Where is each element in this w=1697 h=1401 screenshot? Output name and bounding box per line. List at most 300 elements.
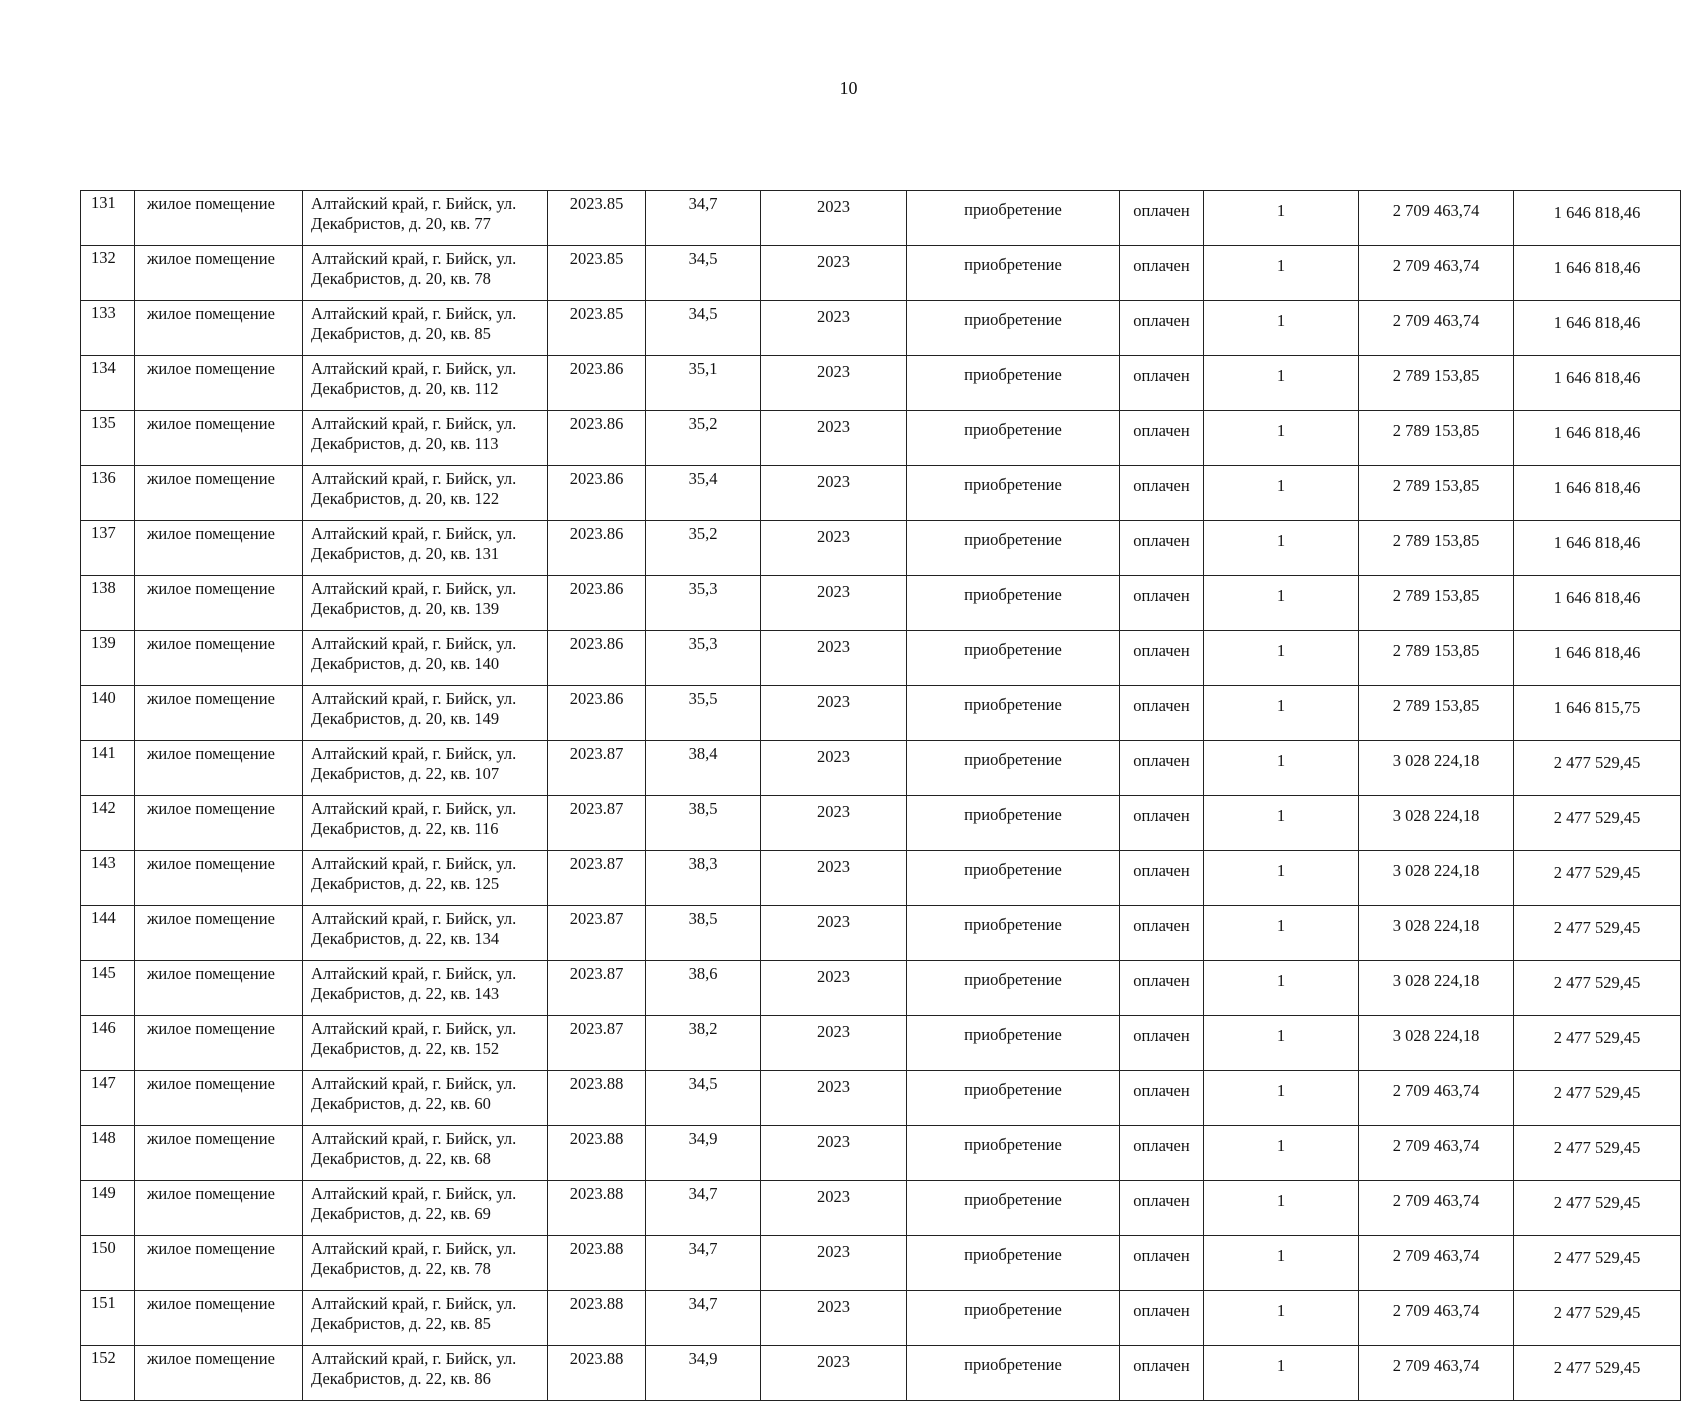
- address-line-2: Декабристов, д. 22, кв. 107: [311, 764, 500, 783]
- paid-value: 2 477 529,45: [1514, 741, 1681, 796]
- acquisition-method: приобретение: [907, 246, 1120, 301]
- acquisition-method: приобретение: [907, 356, 1120, 411]
- address-line-2: Декабристов, д. 20, кв. 85: [311, 324, 491, 343]
- program-code: 2023.87: [548, 851, 646, 906]
- program-code: 2023.86: [548, 356, 646, 411]
- unit-count: 1: [1204, 631, 1359, 686]
- address-line-2: Декабристов, д. 20, кв. 77: [311, 214, 491, 233]
- area-value: 35,5: [646, 686, 761, 741]
- premises-type: жилое помещение: [135, 1126, 303, 1181]
- table-row: [81, 521, 1681, 576]
- year-value: 2023: [761, 301, 907, 356]
- acquisition-method: приобретение: [907, 686, 1120, 741]
- address-line-2: Декабристов, д. 20, кв. 149: [311, 709, 500, 728]
- program-code: 2023.86: [548, 631, 646, 686]
- address-cell: [303, 521, 548, 576]
- address-cell: [303, 1236, 548, 1291]
- area-value: 34,9: [646, 1126, 761, 1181]
- paid-value: 2 477 529,45: [1514, 1016, 1681, 1071]
- cost-value: 2 709 463,74: [1359, 1126, 1514, 1181]
- row-number: 147: [81, 1071, 135, 1126]
- address-line-2: Декабристов, д. 22, кв. 85: [311, 1314, 491, 1333]
- year-value: 2023: [761, 191, 907, 246]
- unit-count: 1: [1204, 191, 1359, 246]
- address-line-1: Алтайский край, г. Бийск, ул.: [311, 1349, 517, 1368]
- acquisition-method: приобретение: [907, 1346, 1120, 1401]
- program-code: 2023.88: [548, 1346, 646, 1401]
- address-line-1: Алтайский край, г. Бийск, ул.: [311, 744, 517, 763]
- address-line-1: Алтайский край, г. Бийск, ул.: [311, 854, 517, 873]
- program-code: 2023.85: [548, 191, 646, 246]
- address-line-1: Алтайский край, г. Бийск, ул.: [311, 579, 517, 598]
- premises-type: жилое помещение: [135, 301, 303, 356]
- cost-value: 2 789 153,85: [1359, 521, 1514, 576]
- premises-type: жилое помещение: [135, 851, 303, 906]
- payment-status: оплачен: [1120, 1346, 1204, 1401]
- address-line-1: Алтайский край, г. Бийск, ул.: [311, 524, 517, 543]
- acquisition-method: приобретение: [907, 851, 1120, 906]
- paid-value: 1 646 818,46: [1514, 411, 1681, 466]
- program-code: 2023.86: [548, 576, 646, 631]
- unit-count: 1: [1204, 796, 1359, 851]
- table-row: [81, 851, 1681, 906]
- table-row: [81, 686, 1681, 741]
- cost-value: 2 709 463,74: [1359, 246, 1514, 301]
- row-number: 133: [81, 301, 135, 356]
- paid-value: 1 646 818,46: [1514, 521, 1681, 576]
- paid-value: 1 646 818,46: [1514, 246, 1681, 301]
- cost-value: 2 709 463,74: [1359, 1071, 1514, 1126]
- area-value: 38,3: [646, 851, 761, 906]
- paid-value: 2 477 529,45: [1514, 1346, 1681, 1401]
- unit-count: 1: [1204, 961, 1359, 1016]
- year-value: 2023: [761, 521, 907, 576]
- paid-value: 2 477 529,45: [1514, 906, 1681, 961]
- paid-value: 2 477 529,45: [1514, 961, 1681, 1016]
- program-code: 2023.86: [548, 411, 646, 466]
- unit-count: 1: [1204, 411, 1359, 466]
- area-value: 34,7: [646, 1291, 761, 1346]
- year-value: 2023: [761, 576, 907, 631]
- premises-type: жилое помещение: [135, 466, 303, 521]
- unit-count: 1: [1204, 356, 1359, 411]
- address-line-2: Декабристов, д. 20, кв. 122: [311, 489, 500, 508]
- payment-status: оплачен: [1120, 796, 1204, 851]
- payment-status: оплачен: [1120, 356, 1204, 411]
- table-row: [81, 631, 1681, 686]
- area-value: 38,4: [646, 741, 761, 796]
- paid-value: 2 477 529,45: [1514, 796, 1681, 851]
- address-line-2: Декабристов, д. 20, кв. 139: [311, 599, 500, 618]
- program-code: 2023.87: [548, 961, 646, 1016]
- table-row: [81, 246, 1681, 301]
- premises-type: жилое помещение: [135, 1236, 303, 1291]
- year-value: 2023: [761, 851, 907, 906]
- housing-registry-table: [80, 190, 1681, 1401]
- address-line-1: Алтайский край, г. Бийск, ул.: [311, 249, 517, 268]
- address-line-2: Декабристов, д. 20, кв. 131: [311, 544, 500, 563]
- table-row: [81, 1016, 1681, 1071]
- cost-value: 2 789 153,85: [1359, 686, 1514, 741]
- address-cell: [303, 631, 548, 686]
- unit-count: 1: [1204, 1016, 1359, 1071]
- acquisition-method: приобретение: [907, 796, 1120, 851]
- address-line-1: Алтайский край, г. Бийск, ул.: [311, 799, 517, 818]
- acquisition-method: приобретение: [907, 466, 1120, 521]
- paid-value: 2 477 529,45: [1514, 1291, 1681, 1346]
- address-cell: [303, 1181, 548, 1236]
- address-cell: [303, 1346, 548, 1401]
- row-number: 150: [81, 1236, 135, 1291]
- premises-type: жилое помещение: [135, 356, 303, 411]
- year-value: 2023: [761, 796, 907, 851]
- cost-value: 3 028 224,18: [1359, 1016, 1514, 1071]
- address-line-2: Декабристов, д. 22, кв. 125: [311, 874, 500, 893]
- program-code: 2023.87: [548, 796, 646, 851]
- table-row: [81, 906, 1681, 961]
- address-line-1: Алтайский край, г. Бийск, ул.: [311, 689, 517, 708]
- area-value: 38,2: [646, 1016, 761, 1071]
- table-row: [81, 1071, 1681, 1126]
- payment-status: оплачен: [1120, 1016, 1204, 1071]
- cost-value: 2 709 463,74: [1359, 1236, 1514, 1291]
- cost-value: 3 028 224,18: [1359, 851, 1514, 906]
- area-value: 35,4: [646, 466, 761, 521]
- unit-count: 1: [1204, 741, 1359, 796]
- address-line-1: Алтайский край, г. Бийск, ул.: [311, 634, 517, 653]
- payment-status: оплачен: [1120, 521, 1204, 576]
- address-line-1: Алтайский край, г. Бийск, ул.: [311, 1019, 517, 1038]
- address-line-1: Алтайский край, г. Бийск, ул.: [311, 964, 517, 983]
- address-cell: [303, 411, 548, 466]
- unit-count: 1: [1204, 1346, 1359, 1401]
- acquisition-method: приобретение: [907, 631, 1120, 686]
- address-line-2: Декабристов, д. 20, кв. 140: [311, 654, 500, 673]
- premises-type: жилое помещение: [135, 961, 303, 1016]
- premises-type: жилое помещение: [135, 741, 303, 796]
- area-value: 34,7: [646, 1181, 761, 1236]
- cost-value: 3 028 224,18: [1359, 906, 1514, 961]
- year-value: 2023: [761, 1016, 907, 1071]
- address-cell: [303, 686, 548, 741]
- row-number: 138: [81, 576, 135, 631]
- row-number: 142: [81, 796, 135, 851]
- table-row: [81, 1126, 1681, 1181]
- payment-status: оплачен: [1120, 631, 1204, 686]
- table-row: [81, 741, 1681, 796]
- paid-value: 2 477 529,45: [1514, 1126, 1681, 1181]
- payment-status: оплачен: [1120, 1126, 1204, 1181]
- address-cell: [303, 796, 548, 851]
- year-value: 2023: [761, 906, 907, 961]
- unit-count: 1: [1204, 521, 1359, 576]
- address-cell: [303, 961, 548, 1016]
- program-code: 2023.88: [548, 1181, 646, 1236]
- row-number: 144: [81, 906, 135, 961]
- unit-count: 1: [1204, 301, 1359, 356]
- cost-value: 2 709 463,74: [1359, 191, 1514, 246]
- row-number: 139: [81, 631, 135, 686]
- program-code: 2023.88: [548, 1071, 646, 1126]
- table-row: [81, 466, 1681, 521]
- address-cell: [303, 301, 548, 356]
- area-value: 35,3: [646, 631, 761, 686]
- payment-status: оплачен: [1120, 246, 1204, 301]
- payment-status: оплачен: [1120, 1181, 1204, 1236]
- program-code: 2023.85: [548, 301, 646, 356]
- acquisition-method: приобретение: [907, 1291, 1120, 1346]
- address-cell: [303, 1071, 548, 1126]
- acquisition-method: приобретение: [907, 1016, 1120, 1071]
- paid-value: 1 646 818,46: [1514, 191, 1681, 246]
- address-cell: [303, 1291, 548, 1346]
- address-line-1: Алтайский край, г. Бийск, ул.: [311, 304, 517, 323]
- cost-value: 3 028 224,18: [1359, 961, 1514, 1016]
- paid-value: 1 646 818,46: [1514, 356, 1681, 411]
- program-code: 2023.85: [548, 246, 646, 301]
- acquisition-method: приобретение: [907, 961, 1120, 1016]
- table-row: [81, 796, 1681, 851]
- paid-value: 1 646 818,46: [1514, 301, 1681, 356]
- address-line-2: Декабристов, д. 20, кв. 113: [311, 434, 499, 453]
- paid-value: 2 477 529,45: [1514, 1236, 1681, 1291]
- unit-count: 1: [1204, 851, 1359, 906]
- address-line-1: Алтайский край, г. Бийск, ул.: [311, 1129, 517, 1148]
- paid-value: 1 646 818,46: [1514, 631, 1681, 686]
- unit-count: 1: [1204, 1126, 1359, 1181]
- row-number: 146: [81, 1016, 135, 1071]
- cost-value: 2 789 153,85: [1359, 466, 1514, 521]
- year-value: 2023: [761, 741, 907, 796]
- area-value: 35,2: [646, 521, 761, 576]
- address-line-1: Алтайский край, г. Бийск, ул.: [311, 194, 517, 213]
- table-row: [81, 576, 1681, 631]
- address-line-2: Декабристов, д. 22, кв. 69: [311, 1204, 491, 1223]
- row-number: 143: [81, 851, 135, 906]
- table-row: [81, 1291, 1681, 1346]
- table-row: [81, 1236, 1681, 1291]
- address-line-2: Декабристов, д. 20, кв. 78: [311, 269, 491, 288]
- table-body: [81, 191, 1681, 1401]
- area-value: 34,5: [646, 246, 761, 301]
- premises-type: жилое помещение: [135, 411, 303, 466]
- unit-count: 1: [1204, 906, 1359, 961]
- acquisition-method: приобретение: [907, 1126, 1120, 1181]
- premises-type: жилое помещение: [135, 631, 303, 686]
- premises-type: жилое помещение: [135, 1346, 303, 1401]
- cost-value: 2 709 463,74: [1359, 1181, 1514, 1236]
- address-line-2: Декабристов, д. 22, кв. 116: [311, 819, 499, 838]
- address-cell: [303, 1016, 548, 1071]
- address-line-1: Алтайский край, г. Бийск, ул.: [311, 1294, 517, 1313]
- unit-count: 1: [1204, 246, 1359, 301]
- address-line-2: Декабристов, д. 22, кв. 134: [311, 929, 500, 948]
- paid-value: 1 646 818,46: [1514, 466, 1681, 521]
- unit-count: 1: [1204, 576, 1359, 631]
- address-cell: [303, 741, 548, 796]
- payment-status: оплачен: [1120, 741, 1204, 796]
- area-value: 35,1: [646, 356, 761, 411]
- row-number: 135: [81, 411, 135, 466]
- table-row: [81, 191, 1681, 246]
- area-value: 38,5: [646, 796, 761, 851]
- unit-count: 1: [1204, 1181, 1359, 1236]
- paid-value: 2 477 529,45: [1514, 851, 1681, 906]
- program-code: 2023.88: [548, 1126, 646, 1181]
- paid-value: 1 646 815,75: [1514, 686, 1681, 741]
- address-line-2: Декабристов, д. 22, кв. 68: [311, 1149, 491, 1168]
- program-code: 2023.87: [548, 741, 646, 796]
- address-cell: [303, 906, 548, 961]
- payment-status: оплачен: [1120, 851, 1204, 906]
- address-line-2: Декабристов, д. 22, кв. 143: [311, 984, 500, 1003]
- cost-value: 2 789 153,85: [1359, 576, 1514, 631]
- year-value: 2023: [761, 1236, 907, 1291]
- cost-value: 2 709 463,74: [1359, 301, 1514, 356]
- acquisition-method: приобретение: [907, 411, 1120, 466]
- unit-count: 1: [1204, 686, 1359, 741]
- paid-value: 2 477 529,45: [1514, 1181, 1681, 1236]
- program-code: 2023.88: [548, 1291, 646, 1346]
- table-row: [81, 961, 1681, 1016]
- program-code: 2023.86: [548, 521, 646, 576]
- row-number: 149: [81, 1181, 135, 1236]
- table-row: [81, 411, 1681, 466]
- payment-status: оплачен: [1120, 301, 1204, 356]
- area-value: 34,5: [646, 301, 761, 356]
- payment-status: оплачен: [1120, 1236, 1204, 1291]
- cost-value: 2 709 463,74: [1359, 1346, 1514, 1401]
- address-cell: [303, 356, 548, 411]
- cost-value: 2 789 153,85: [1359, 631, 1514, 686]
- year-value: 2023: [761, 686, 907, 741]
- year-value: 2023: [761, 466, 907, 521]
- acquisition-method: приобретение: [907, 741, 1120, 796]
- unit-count: 1: [1204, 1291, 1359, 1346]
- row-number: 141: [81, 741, 135, 796]
- address-cell: [303, 191, 548, 246]
- year-value: 2023: [761, 1126, 907, 1181]
- year-value: 2023: [761, 246, 907, 301]
- program-code: 2023.86: [548, 466, 646, 521]
- address-line-1: Алтайский край, г. Бийск, ул.: [311, 359, 517, 378]
- cost-value: 3 028 224,18: [1359, 796, 1514, 851]
- premises-type: жилое помещение: [135, 1071, 303, 1126]
- paid-value: 1 646 818,46: [1514, 576, 1681, 631]
- premises-type: жилое помещение: [135, 686, 303, 741]
- year-value: 2023: [761, 1071, 907, 1126]
- payment-status: оплачен: [1120, 686, 1204, 741]
- acquisition-method: приобретение: [907, 576, 1120, 631]
- table-row: [81, 1346, 1681, 1401]
- cost-value: 2 789 153,85: [1359, 356, 1514, 411]
- premises-type: жилое помещение: [135, 576, 303, 631]
- acquisition-method: приобретение: [907, 301, 1120, 356]
- acquisition-method: приобретение: [907, 1071, 1120, 1126]
- address-cell: [303, 246, 548, 301]
- address-line-1: Алтайский край, г. Бийск, ул.: [311, 1184, 517, 1203]
- payment-status: оплачен: [1120, 411, 1204, 466]
- address-line-1: Алтайский край, г. Бийск, ул.: [311, 469, 517, 488]
- program-code: 2023.88: [548, 1236, 646, 1291]
- table-row: [81, 301, 1681, 356]
- area-value: 38,5: [646, 906, 761, 961]
- payment-status: оплачен: [1120, 576, 1204, 631]
- payment-status: оплачен: [1120, 1291, 1204, 1346]
- row-number: 148: [81, 1126, 135, 1181]
- area-value: 34,7: [646, 1236, 761, 1291]
- cost-value: 2 789 153,85: [1359, 411, 1514, 466]
- address-line-1: Алтайский край, г. Бийск, ул.: [311, 414, 517, 433]
- year-value: 2023: [761, 356, 907, 411]
- premises-type: жилое помещение: [135, 191, 303, 246]
- premises-type: жилое помещение: [135, 521, 303, 576]
- acquisition-method: приобретение: [907, 191, 1120, 246]
- year-value: 2023: [761, 631, 907, 686]
- table-row: [81, 356, 1681, 411]
- area-value: 35,3: [646, 576, 761, 631]
- address-line-2: Декабристов, д. 22, кв. 60: [311, 1094, 491, 1113]
- year-value: 2023: [761, 961, 907, 1016]
- row-number: 131: [81, 191, 135, 246]
- area-value: 34,9: [646, 1346, 761, 1401]
- row-number: 134: [81, 356, 135, 411]
- payment-status: оплачен: [1120, 466, 1204, 521]
- cost-value: 2 709 463,74: [1359, 1291, 1514, 1346]
- premises-type: жилое помещение: [135, 796, 303, 851]
- row-number: 132: [81, 246, 135, 301]
- premises-type: жилое помещение: [135, 1181, 303, 1236]
- address-cell: [303, 466, 548, 521]
- payment-status: оплачен: [1120, 1071, 1204, 1126]
- acquisition-method: приобретение: [907, 1236, 1120, 1291]
- area-value: 35,2: [646, 411, 761, 466]
- program-code: 2023.87: [548, 906, 646, 961]
- year-value: 2023: [761, 411, 907, 466]
- address-line-2: Декабристов, д. 22, кв. 78: [311, 1259, 491, 1278]
- payment-status: оплачен: [1120, 191, 1204, 246]
- payment-status: оплачен: [1120, 906, 1204, 961]
- premises-type: жилое помещение: [135, 246, 303, 301]
- area-value: 38,6: [646, 961, 761, 1016]
- unit-count: 1: [1204, 1071, 1359, 1126]
- area-value: 34,7: [646, 191, 761, 246]
- payment-status: оплачен: [1120, 961, 1204, 1016]
- program-code: 2023.87: [548, 1016, 646, 1071]
- row-number: 136: [81, 466, 135, 521]
- row-number: 151: [81, 1291, 135, 1346]
- row-number: 145: [81, 961, 135, 1016]
- unit-count: 1: [1204, 466, 1359, 521]
- address-line-1: Алтайский край, г. Бийск, ул.: [311, 909, 517, 928]
- year-value: 2023: [761, 1181, 907, 1236]
- address-cell: [303, 576, 548, 631]
- table-row: [81, 1181, 1681, 1236]
- address-line-2: Декабристов, д. 20, кв. 112: [311, 379, 499, 398]
- premises-type: жилое помещение: [135, 1016, 303, 1071]
- year-value: 2023: [761, 1346, 907, 1401]
- paid-value: 2 477 529,45: [1514, 1071, 1681, 1126]
- address-cell: [303, 851, 548, 906]
- address-line-2: Декабристов, д. 22, кв. 86: [311, 1369, 491, 1388]
- year-value: 2023: [761, 1291, 907, 1346]
- address-line-1: Алтайский край, г. Бийск, ул.: [311, 1074, 517, 1093]
- row-number: 152: [81, 1346, 135, 1401]
- acquisition-method: приобретение: [907, 1181, 1120, 1236]
- acquisition-method: приобретение: [907, 521, 1120, 576]
- premises-type: жилое помещение: [135, 906, 303, 961]
- address-cell: [303, 1126, 548, 1181]
